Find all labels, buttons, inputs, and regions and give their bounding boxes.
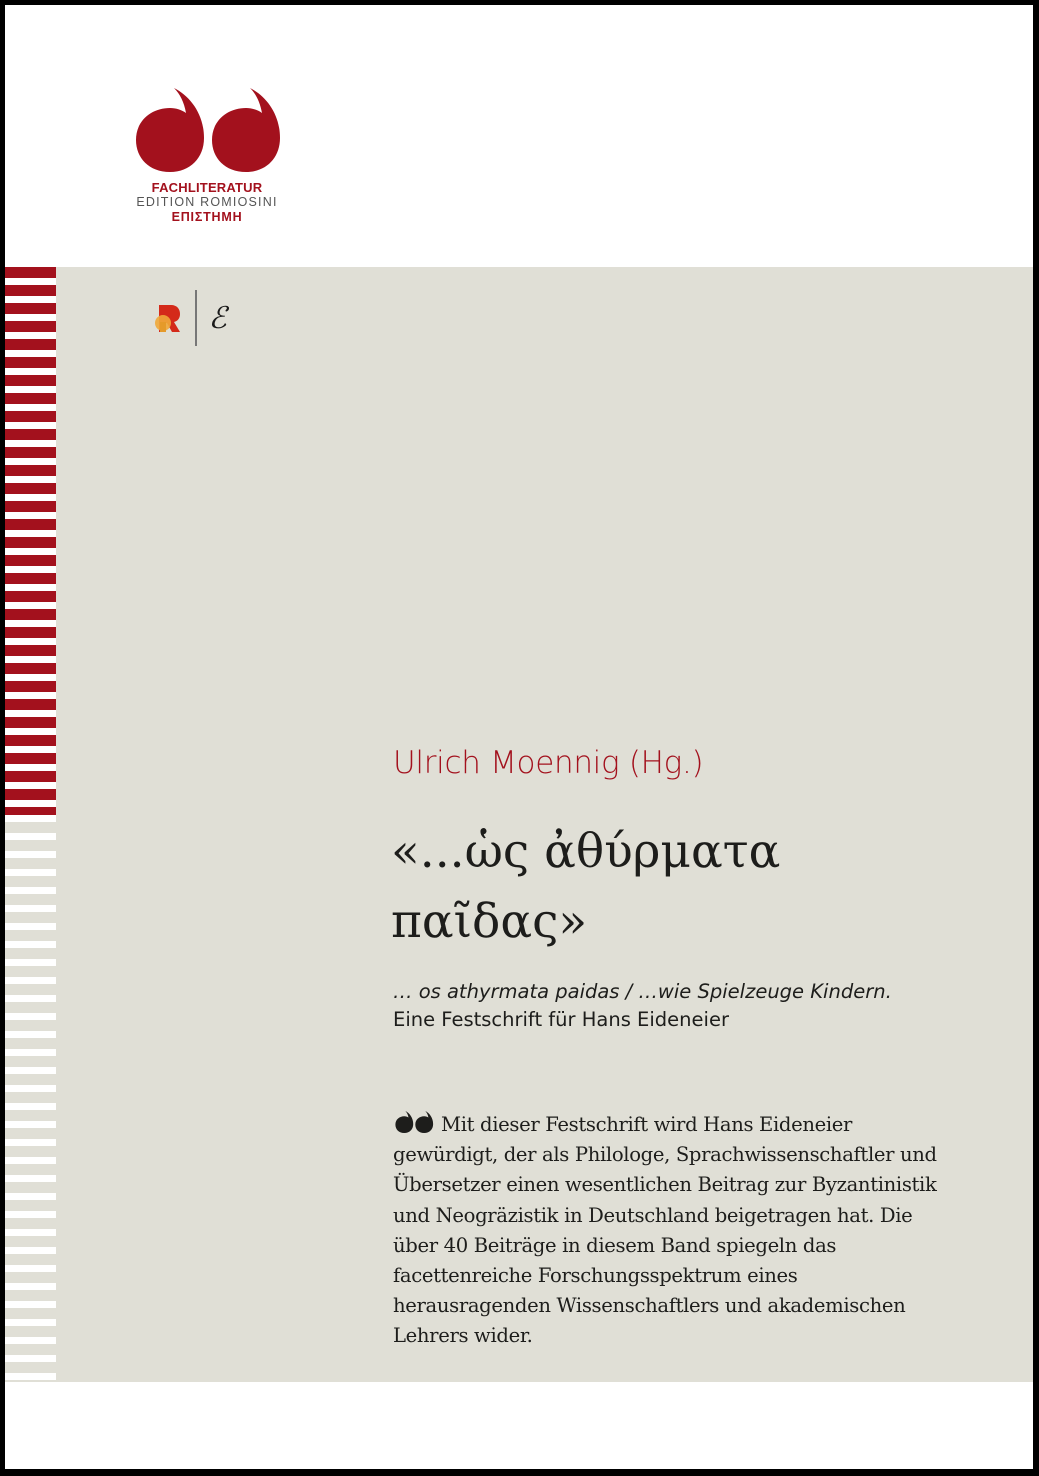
imprint-divider <box>195 290 197 346</box>
logo-line-episteme: ΕΠΙΣΤΗΜΗ <box>171 210 243 224</box>
logo-line-fachliteratur: FACHLITERATUR <box>151 180 263 195</box>
striped-spine-bar <box>5 267 56 1382</box>
author-name: Ulrich Moennig (Hg.) <box>393 745 704 781</box>
book-title <box>391 817 951 957</box>
book-subtitle <box>393 978 892 1034</box>
imprint-marks <box>153 288 227 348</box>
logo-line-edition: EDITION ROMIOSINI <box>136 195 278 209</box>
epsilon-imprint-mark: ℰ <box>208 300 227 336</box>
title-line-1: «...ὡς ἀθύρματα <box>391 824 781 879</box>
romiosini-r-icon <box>153 303 181 333</box>
book-cover <box>5 5 1033 1469</box>
publisher-logo <box>122 88 292 225</box>
title-line-2: παῖδας» <box>391 894 588 949</box>
blurb-text: Mit dieser Festschrift wird Hans Eideneier gewürdigt, der als Philologe, Sprachwissenschaftler und Übersetzer einen wesentlichen Beitrag zur Byzantinistik und Neogräzistik in Deutschland beigetragen hat. Die über 40 Beiträge in diesem Band spiegeln das facettenreiche Forschungsspektrum eines herausragenden Wissenschaftlers und akademischen Lehrers wider. <box>393 1113 937 1348</box>
quotation-marks-icon <box>393 1111 435 1133</box>
quotation-marks-icon <box>134 88 280 172</box>
subtitle-transliteration: … os athyrmata paidas / …wie Spielzeuge Kindern. <box>393 980 892 1003</box>
subtitle-festschrift: Eine Festschrift für Hans Eideneier <box>393 1008 729 1031</box>
blurb-text-block <box>393 1110 953 1352</box>
